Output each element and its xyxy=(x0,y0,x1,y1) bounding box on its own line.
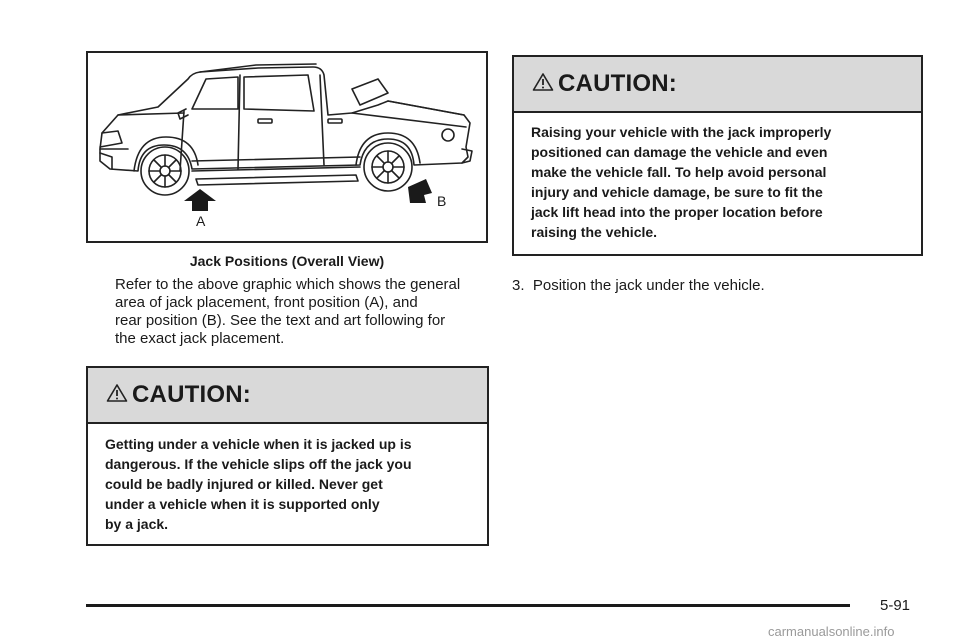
caution-line: positioned can damage the vehicle and even xyxy=(531,144,828,160)
page-number: 5-91 xyxy=(880,597,911,614)
warning-triangle-icon xyxy=(106,383,128,408)
step-3-text: 3. Position the jack under the vehicle. xyxy=(512,277,765,294)
jack-position-a-label: A xyxy=(196,213,206,229)
caution-header xyxy=(88,368,487,424)
caution-line: under a vehicle when it is supported only xyxy=(105,496,380,512)
watermark: carmanualsonline.info xyxy=(768,624,895,639)
caution-title: CAUTION: xyxy=(132,381,251,408)
paragraph-line: area of jack placement, front position (A), and xyxy=(115,294,418,311)
jack-positions-figure xyxy=(86,51,488,243)
caution-line: dangerous. If the vehicle slips off the jack you xyxy=(105,456,412,472)
paragraph-line: rear position (B). See the text and art following for xyxy=(115,312,446,329)
caution-line: make the vehicle fall. To help avoid personal xyxy=(531,164,827,180)
caution-line: injury and vehicle damage, be sure to fit the xyxy=(531,184,823,200)
caution-line: jack lift head into the proper location before xyxy=(531,204,823,220)
paragraph-line: the exact jack placement. xyxy=(115,330,285,347)
paragraph-line: Refer to the above graphic which shows the general xyxy=(115,276,461,293)
caution-title: CAUTION: xyxy=(558,70,677,97)
figure-caption: Jack Positions (Overall View) xyxy=(189,253,385,269)
jack-position-b-marker xyxy=(408,179,432,203)
truck-illustration xyxy=(88,53,486,241)
caution-box-jacked-vehicle xyxy=(86,366,489,546)
caution-line: by a jack. xyxy=(105,516,169,532)
caution-text xyxy=(514,113,921,242)
jack-placement-paragraph xyxy=(115,276,495,348)
caution-text xyxy=(88,424,487,534)
jack-position-a-marker xyxy=(184,189,216,211)
caution-box-improper-jack xyxy=(512,55,923,256)
jack-position-b-label: B xyxy=(437,193,447,209)
caution-line: Getting under a vehicle when it is jacked up is xyxy=(105,436,412,452)
caution-line: raising the vehicle. xyxy=(531,224,658,240)
caution-line: could be badly injured or killed. Never get xyxy=(105,476,383,492)
caution-line: Raising your vehicle with the jack improperly xyxy=(531,124,832,140)
caution-header xyxy=(514,57,921,113)
footer-rule xyxy=(86,604,850,607)
warning-triangle-icon xyxy=(532,72,554,97)
